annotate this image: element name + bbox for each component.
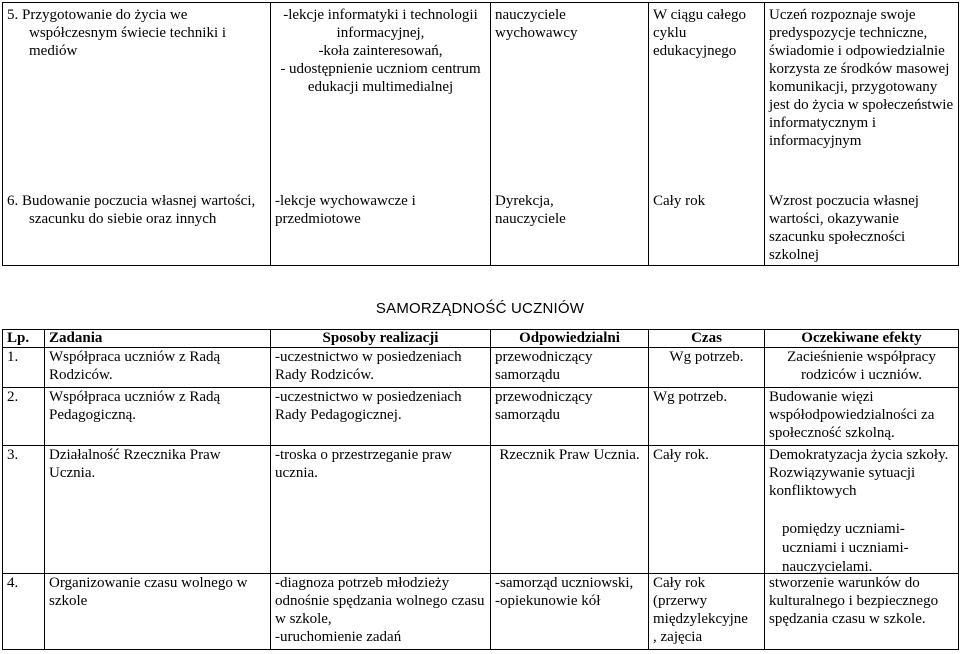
header-row bbox=[3, 330, 959, 348]
table-row bbox=[3, 388, 959, 446]
row-time: Wg potrzeb. bbox=[649, 388, 765, 446]
row-lp: 2. bbox=[3, 388, 45, 446]
effect-continuation-note: pomiędzy uczniami-uczniami i uczniami-nauczycielami. bbox=[782, 521, 909, 575]
row-time: Cały rok (przerwy międzylekcyjne , zajęcia bbox=[649, 574, 765, 650]
method-cell bbox=[271, 3, 491, 266]
header-task: Zadania bbox=[45, 330, 271, 348]
row-lp: 1. bbox=[3, 348, 45, 388]
row-time: Wg potrzeb. bbox=[649, 348, 765, 388]
time-5: W ciągu całego cyklu edukacyjnego bbox=[653, 7, 747, 59]
table-row bbox=[3, 574, 959, 650]
row-effect: Demokratyzacja życia szkoły. Rozwiązywanie sytuacji konfliktowych bbox=[765, 446, 959, 574]
table-row bbox=[3, 348, 959, 388]
row-lp: 3. bbox=[3, 446, 45, 574]
task-cell bbox=[3, 3, 271, 266]
header-effect: Oczekiwane efekty bbox=[765, 330, 959, 348]
row-task: Działalność Rzecznika Praw Ucznia. bbox=[45, 446, 271, 574]
row-time: Cały rok. bbox=[649, 446, 765, 574]
row-lp: 4. bbox=[3, 574, 45, 650]
header-time: Czas bbox=[649, 330, 765, 348]
effect-cell bbox=[765, 3, 959, 266]
row-method: -diagnoza potrzeb młodzieży odnośnie spędzania wolnego czasu w szkole, -uruchomienie zadań bbox=[271, 574, 491, 650]
section-title: SAMORZĄDNOŚĆ UCZNIÓW bbox=[375, 300, 585, 317]
row-responsible: przewodniczący samorządu bbox=[491, 388, 649, 446]
effect-6: Wzrost poczucia własnej wartości, okazywanie szacunku społeczności szkolnej bbox=[769, 193, 919, 263]
header-responsible: Odpowiedzialni bbox=[491, 330, 649, 348]
method-5: -lekcje informatyki i technologii informacyjnej, -koła zainteresowań, - udostępnienie uczniom centrum edukacji multimedialnej bbox=[280, 7, 481, 95]
method-6: -lekcje wychowawcze i przedmiotowe bbox=[275, 193, 416, 227]
task-6: 6. Budowanie poczucia własnej wartości, szacunku do siebie oraz innych bbox=[7, 193, 256, 227]
time-cell bbox=[649, 3, 765, 266]
time-6: Cały rok bbox=[653, 193, 706, 209]
row-responsible: -samorząd uczniowski, -opiekunowie kół bbox=[491, 574, 649, 650]
effect-5: Uczeń rozpoznaje swoje predyspozycje techniczne, świadomie i odpowiedzialnie korzysta ze środków masowej komunikacji, przygotowany jest do życia w społeczeństwie informatycznym i informacyjnym bbox=[769, 7, 954, 149]
row-effect: Zacieśnienie współpracy rodziców i uczniów. bbox=[765, 348, 959, 388]
header-method: Sposoby realizacji bbox=[271, 330, 491, 348]
row-method: -uczestnictwo w posiedzeniach Rady Pedagogicznej. bbox=[271, 388, 491, 446]
program-table-continued bbox=[2, 2, 959, 266]
row-responsible: Rzecznik Praw Ucznia. bbox=[491, 446, 649, 574]
row-task: Współpraca uczniów z Radą Pedagogiczną. bbox=[45, 388, 271, 446]
row-task: Organizowanie czasu wolnego w szkole bbox=[45, 574, 271, 650]
self-government-table bbox=[2, 329, 959, 650]
row-method: -uczestnictwo w posiedzeniach Rady Rodziców. bbox=[271, 348, 491, 388]
task-5: 5. Przygotowanie do życia we współczesnym świecie techniki i mediów bbox=[7, 7, 227, 59]
header-lp: Lp. bbox=[3, 330, 45, 348]
row-responsible: przewodniczący samorządu bbox=[491, 348, 649, 388]
responsible-cell bbox=[491, 3, 649, 266]
row-effect: Budowanie więzi współodpowiedzialności za społeczność szkolną. bbox=[765, 388, 959, 446]
responsible-5: nauczyciele wychowawcy bbox=[495, 7, 578, 41]
row-effect: stworzenie warunków do kulturalnego i bezpiecznego spędzania czasu w szkole. bbox=[765, 574, 959, 650]
responsible-6: Dyrekcja, nauczyciele bbox=[495, 193, 566, 227]
row-method: -troska o przestrzeganie praw ucznia. bbox=[271, 446, 491, 574]
row-task: Współpraca uczniów z Radą Rodziców. bbox=[45, 348, 271, 388]
